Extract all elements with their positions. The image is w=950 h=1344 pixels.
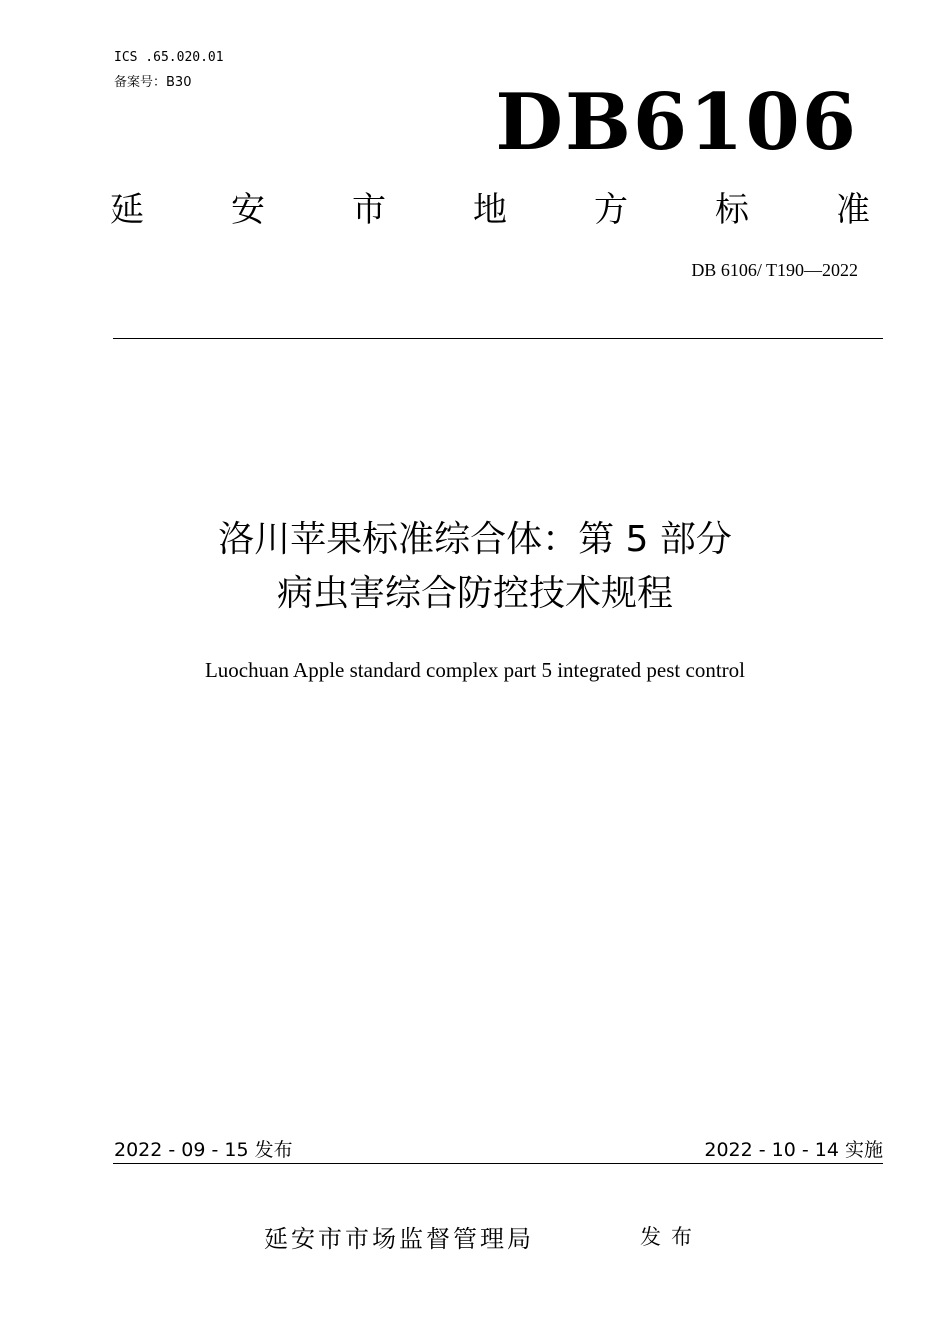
- standard-type-char: 安: [231, 190, 265, 230]
- standard-code: DB6106: [495, 77, 858, 168]
- ics-code: ICS .65.020.01: [114, 50, 224, 65]
- effective-date: 2022 - 10 - 14 实施: [704, 1139, 883, 1161]
- standard-type-char: 市: [352, 190, 386, 230]
- title-zh-line-1: 洛川苹果标准综合体：第 5 部分: [218, 519, 732, 560]
- standard-type-char: 方: [594, 190, 628, 230]
- publish-date: 2022 - 09 - 15 发布: [114, 1139, 293, 1161]
- standard-type-char: 延: [110, 190, 144, 230]
- title-en: Luochuan Apple standard complex part 5 integrated pest control: [204, 658, 745, 682]
- issuer-name: 延安市市场监督管理局: [264, 1225, 534, 1253]
- standard-type-char: 标: [715, 190, 749, 230]
- top-divider: [113, 338, 883, 339]
- bottom-divider: [113, 1163, 883, 1164]
- standard-type-char: 地: [473, 190, 507, 230]
- standard-number: DB 6106/ T190—2022: [691, 260, 858, 280]
- record-number: 备案号：B30: [114, 75, 192, 90]
- issue-label: 发布: [640, 1225, 702, 1249]
- standard-type-heading: [110, 185, 870, 235]
- standard-type-char: 准: [836, 190, 870, 230]
- title-zh-line-2: 病虫害综合防控技术规程: [276, 573, 673, 614]
